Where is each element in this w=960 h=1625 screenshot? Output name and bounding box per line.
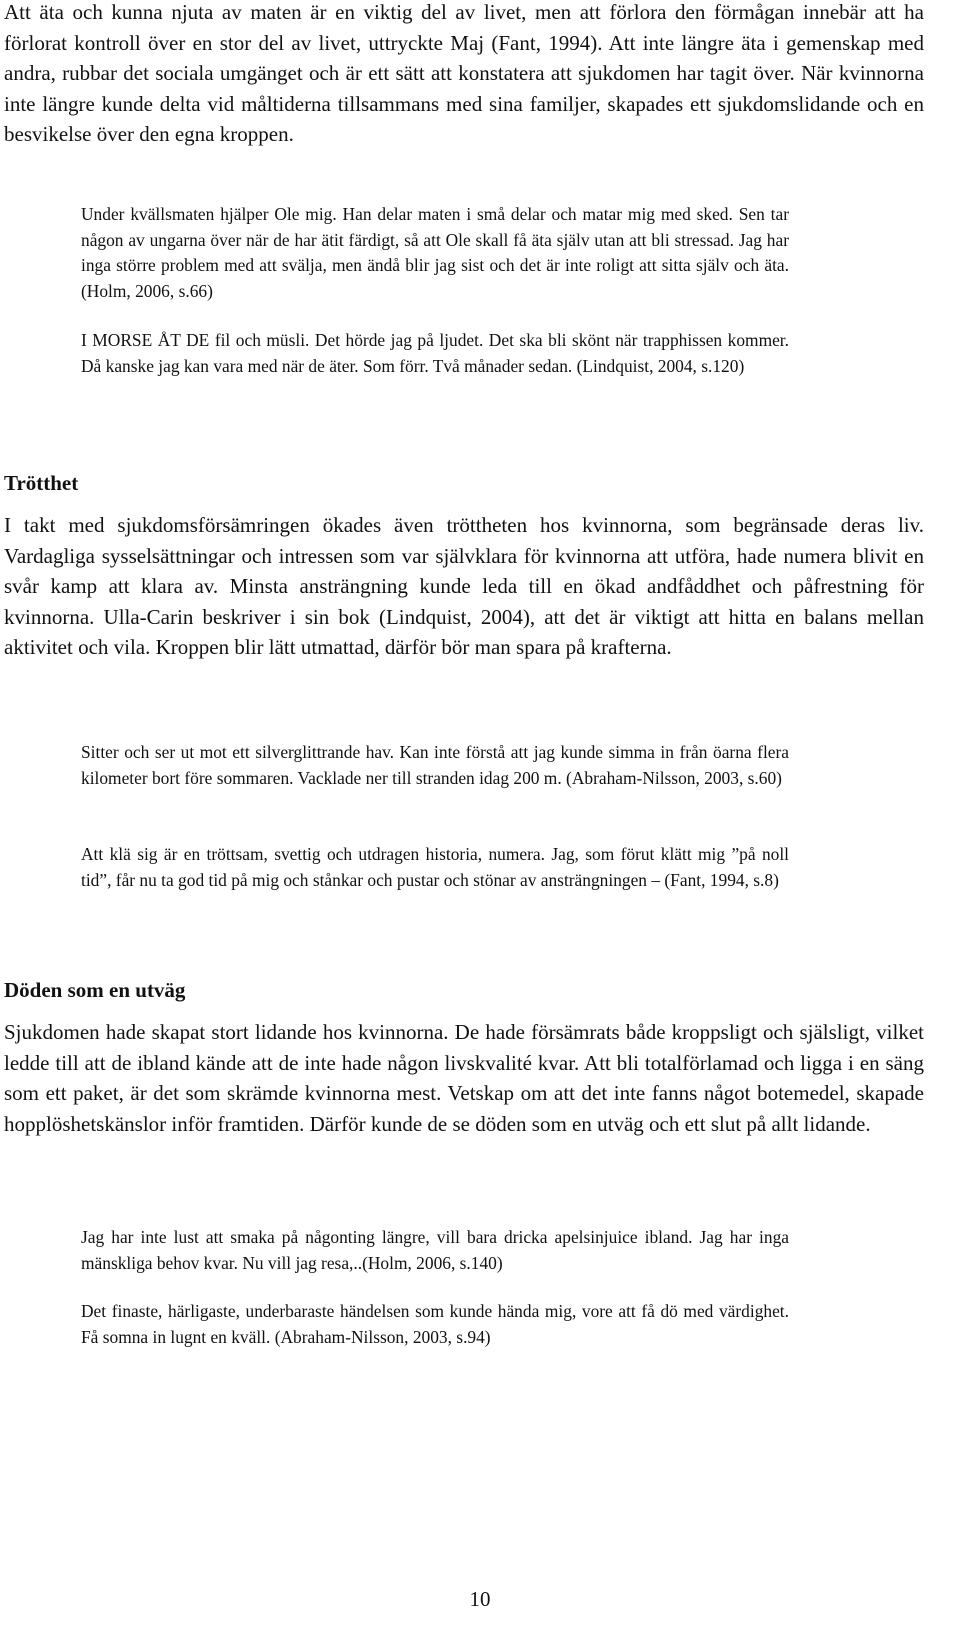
paragraph-eating: Att äta och kunna njuta av maten är en viktig del av livet, men att förlora den förmågan innebär att ha förlorat kontroll över en stor del av livet, uttryckte Maj (Fant, 1994). Att inte längre äta i gemenskap med andra, rubbar det sociala umgänget och är ett sätt att konstatera att sjukdomen har tagit över. När kvinnorna inte längre kunde delta vid måltiderna tillsammans med sina familjer, skapades ett sjukdomslidande och en besvikelse över den egna kroppen. — [4, 0, 924, 146]
quote-lindquist-120: I MORSE ÅT DE fil och müsli. Det hörde jag på ljudet. Det ska bli skönt när trapphissen kommer. Då kanske jag kan vara med när de äter. Som förr. Två månader sedan. (Lindquist, 2004, s.120) — [81, 330, 789, 376]
page-number: 10 — [469, 1587, 491, 1611]
heading-trotthet: Trötthet — [4, 471, 79, 495]
quote-fant-8: Att klä sig är en tröttsam, svettig och utdragen historia, numera. Jag, som förut klätt mig ”på noll tid”, får nu ta god tid på mig och stånkar och pustar och stönar av ansträngningen – (Fant, 1994, s.8) — [81, 844, 789, 890]
quote-abraham-nilsson-94: Det finaste, härligaste, underbaraste händelsen som kunde hända mig, vore att få dö med värdighet. Få somna in lugnt en kväll. (Abraham-Nilsson, 2003, s.94) — [81, 1301, 789, 1347]
quote-abraham-nilsson-60: Sitter och ser ut mot ett silverglittrande hav. Kan inte förstå att jag kunde simma in från öarna flera kilometer bort före sommaren. Vacklade ner till stranden idag 200 m. (Abraham-Nilsson, 2003, s.60) — [81, 742, 789, 788]
quote-holm-66: Under kvällsmaten hjälper Ole mig. Han delar maten i små delar och matar mig med sked. Sen tar någon av ungarna över när de har ätit färdigt, så att Ole skall få äta själv utan att bli stressad. Jag har inga större problem med att svälja, men ändå blir jag sist och det är inte roligt att sitta själv och äta. (Holm, 2006, s.66) — [81, 204, 789, 301]
paragraph-trotthet: I takt med sjukdomsförsämringen ökades även tröttheten hos kvinnorna, som begränsade deras liv. Vardagliga sysselsättningar och intressen som var självklara för kvinnorna att utföra, hade numera blivit en svår kamp att klara av. Minsta ansträngning kunde leda till en ökad andfåddhet och påfrestning för kvinnorna. Ulla-Carin beskriver i sin bok (Lindquist, 2004), att det är viktigt att hitta en balans mellan aktivitet och vila. Kroppen blir lätt utmattad, därför bör man spara på krafterna. — [4, 513, 924, 659]
heading-doden: Döden som en utväg — [4, 978, 186, 1002]
quote-holm-140: Jag har inte lust att smaka på någonting längre, vill bara dricka apelsinjuice ibland. Jag har inga mänskliga behov kvar. Nu vill jag resa,..(Holm, 2006, s.140) — [81, 1227, 789, 1273]
paragraph-doden: Sjukdomen hade skapat stort lidande hos kvinnorna. De hade försämrats både kroppsligt och själsligt, vilket ledde till att de ibland kände att de inte hade någon livskvalité kvar. Att bli totalförlamad och ligga i en säng som ett paket, är det som skrämde kvinnorna mest. Vetskap om att det inte fanns något botemedel, skapade hopplöshetskänslor inför framtiden. Därför kunde de se döden som en utväg och ett slut på allt lidande. — [4, 1020, 924, 1136]
